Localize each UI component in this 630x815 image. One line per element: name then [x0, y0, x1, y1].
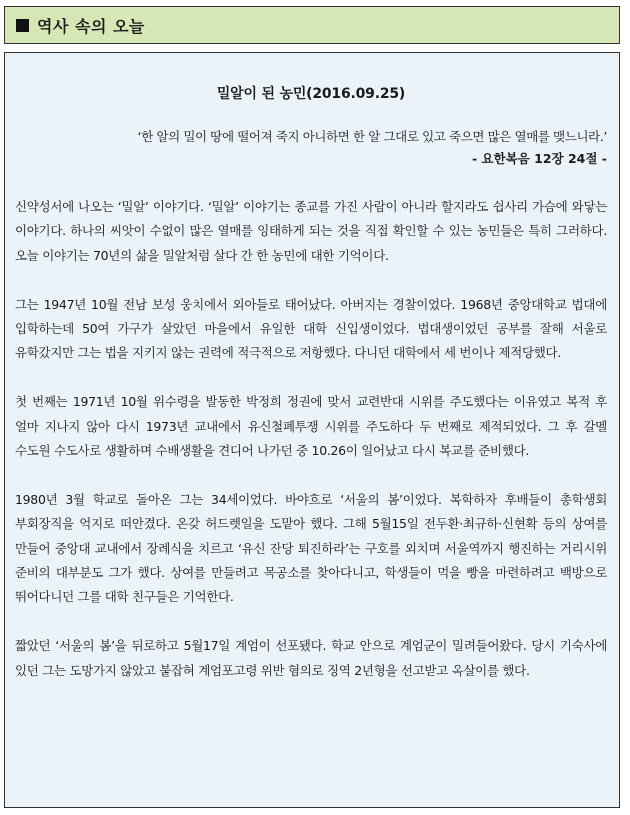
article-box	[4, 52, 620, 808]
section-title: 역사 속의 오늘	[37, 16, 145, 36]
section-header	[4, 6, 620, 44]
epigraph-source: - 요한복음 12장 24절 -	[471, 151, 607, 166]
paragraph: 1980년 3월 학교로 돌아온 그는 34세이었다. 바야흐로 ‘서울의 봄’이었다. 복학하자 후배들이 총학생회 부회장직을 억지로 떠안겼다. 온갖 허드렛일을 도맡아 했다. 그해 5월15일 전두환·최규하·신현확 등의 상여를 만들어 중앙대 교내에서 장례식을 치르고 ‘유신 잔당 퇴진하라’는 구호를 외치며 서울역까지 행진하는 거리시위 준비의 대부분도 그가 했다. 상여를 만들려고 목공소를 찾아다니고, 학생들이 먹을 빵을 마련하려고 백방으로 뛰어다니던 그를 대학 친구들은 기억한다.	[15, 491, 607, 605]
paragraph: 첫 번째는 1971년 10월 위수령을 발동한 박정희 정권에 맞서 교련반대 시위를 주도했다는 이유였고 복적 후 얼마 지나지 않아 다시 1973년 교내에서 유신철폐투쟁 시위를 주도하다 두 번째로 제적되었다. 그 후 갈멜 수도원 수도사로 생활하며 수배생활을 견디어 나가던 중 10.26이 일어났고 다시 복교를 준비했다.	[15, 394, 607, 459]
paragraph: 신약성서에 나오는 ‘밀알’ 이야기다. ‘밀알’ 이야기는 종교를 가진 사람이 아니라 할지라도 쉽사리 가슴에 와닿는 이야기다. 하나의 씨앗이 수없이 많은 열매를 잉태하게 되는 것을 직접 확인할 수 있는 농민들은 특히 그러하다. 오늘 이야기는 70년의 삶을 밀알처럼 살다 간 한 농민에 대한 기억이다.	[15, 199, 607, 263]
paragraph: 그는 1947년 10월 전남 보성 웅치에서 외아들로 태어났다. 아버지는 경찰이었다. 1968년 중앙대학교 법대에 입학하는데 50여 가구가 살았던 마을에서 유일한 대학 신입생이었다. 법대생이었던 공부를 잘해 서울로 유학갔지만 그는 법을 지키지 않는 권력에 적극적으로 저항했다. 다니던 대학에서 세 번이나 제적당했다.	[15, 296, 607, 361]
article-body	[15, 195, 607, 683]
square-icon	[16, 19, 29, 32]
paragraph: 짧았던 ‘서울의 봄’을 뒤로하고 5월17일 계엄이 선포됐다. 학교 안으로 계엄군이 밀려들어왔다. 당시 기숙사에 있던 그는 도망가지 않았고 붙잡혀 계엄포고령 위반 혐의로 징역 2년형을 선고받고 옥살이를 했다.	[15, 638, 607, 678]
epigraph-quote: ‘한 알의 밀이 땅에 떨어져 죽지 아니하면 한 알 그대로 있고 죽으면 많은 열매를 맺느니라.’	[137, 129, 607, 144]
article-title: 밀알이 된 농민(2016.09.25)	[216, 86, 406, 102]
